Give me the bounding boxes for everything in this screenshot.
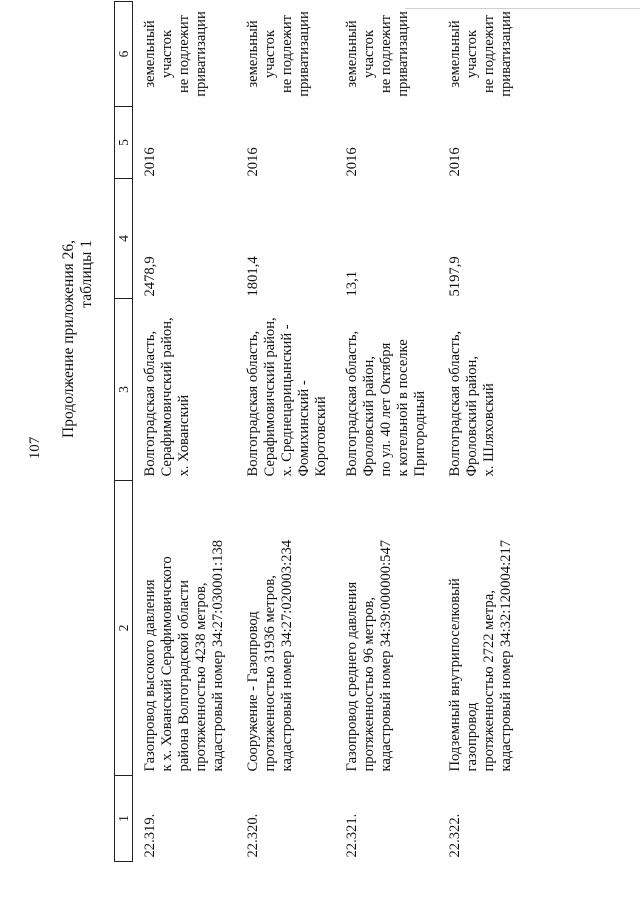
- object-name: Газопровод высокого давления к х. Хованский Серафимовичского района Волгоградской области протяженностью 4238 метров, кадастровый номер 34:27:030001:138: [142, 539, 226, 772]
- object-name: Сооружение - Газопровод протяженностью 31936 метров, кадастровый номер 34:27:020003:234: [245, 539, 295, 772]
- header-col-4: 4: [115, 179, 133, 299]
- page-number: 107: [27, 436, 43, 460]
- table-row: [236, 2, 335, 862]
- object-value: 5197,9: [447, 256, 463, 297]
- header-col-2: 2: [115, 481, 133, 776]
- row-number: 22.321.: [344, 813, 360, 858]
- header-col-6: 6: [115, 2, 133, 107]
- row-number: 22.319.: [142, 813, 158, 858]
- object-value: 13,1: [344, 270, 360, 297]
- object-value: 2478,9: [142, 256, 158, 297]
- object-address: Волгоградская область, Фроловский район, х. Шляховский: [447, 330, 497, 477]
- object-year: 2016: [245, 147, 261, 177]
- object-address: Волгоградская область, Фроловский район, по ул. 40 лет Октября к котельной в поселке Пригородный: [344, 330, 428, 477]
- header-col-1: 1: [115, 776, 133, 862]
- object-year: 2016: [344, 147, 360, 177]
- object-note: земельный участок не подлежит приватизации: [447, 11, 514, 97]
- table-row: [133, 2, 237, 862]
- object-note: земельный участок не подлежит приватизации: [344, 11, 411, 97]
- object-year: 2016: [142, 147, 158, 177]
- header-col-5: 5: [115, 107, 133, 179]
- object-name: Подземный внутрипоселковый газопровод протяженностью 2722 метра, кадастровый номер 34:32:120004:217: [447, 539, 514, 772]
- object-address: Волгоградская область, Серафимовичский район, х. Среднецарицынский - Фомихинский - Коротовский: [245, 317, 329, 477]
- appendix-line-1: Продолжение приложения 26,: [60, 240, 77, 438]
- property-table: [114, 1, 537, 862]
- object-year: 2016: [447, 147, 463, 177]
- object-address: Волгоградская область, Серафимовичский район, х. Хованский: [142, 317, 192, 477]
- object-note: земельный участок не подлежит приватизации: [142, 11, 209, 97]
- row-number: 22.320.: [245, 813, 261, 858]
- row-number: 22.322.: [447, 813, 463, 858]
- object-note: земельный участок не подлежит приватизации: [245, 11, 312, 97]
- appendix-line-2: таблицы 1: [78, 240, 95, 308]
- table-row: [335, 2, 438, 862]
- object-value: 1801,4: [245, 256, 261, 297]
- header-col-3: 3: [115, 299, 133, 481]
- table-header-row: [115, 2, 133, 862]
- table-row: [438, 2, 537, 862]
- appendix-heading: [60, 240, 96, 438]
- object-name: Газопровод среднего давления протяженностью 96 метров, кадастровый номер 34:39:000000:547: [344, 539, 394, 772]
